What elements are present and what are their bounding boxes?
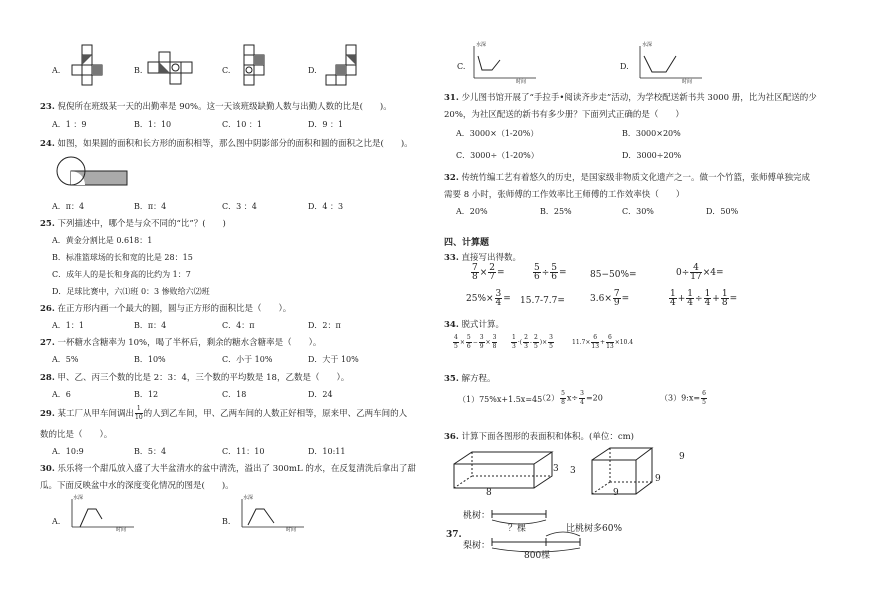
q31-option-c: C．3000÷（1-20%） xyxy=(456,151,539,160)
graph-a-y-label: 水深 xyxy=(73,495,84,501)
question-32-line2: 需要 8 小时，张师傅的工作效率比王师傅的工作效率快（ ） xyxy=(444,190,685,200)
calc-34-2: $\frac{1}{3}$ ·( $\frac{2}{3}$ - $\frac{2}{5}$ )× $\frac{3}{5}$ xyxy=(512,334,553,350)
question-23: 23. 倪倪所在班级某一天的出勤率是 90%。这一天该班级缺勤人数与出勤人数的比是( )。 xyxy=(40,102,392,112)
q32-option-d: D．50% xyxy=(706,207,739,216)
cube-figure xyxy=(590,446,662,498)
calc-2: $\frac{5}{6}$ ÷ $\frac{5}{6}$ = xyxy=(534,263,567,282)
q30-option-d: D. xyxy=(620,62,629,71)
calc-4: 0÷ $\frac{4}{17}$ ×4= xyxy=(676,263,724,282)
cube-edge-side: 9 xyxy=(655,474,661,484)
q24-option-b: B．π：4 xyxy=(134,202,167,211)
water-graph-a xyxy=(68,497,138,531)
q25-option-b: B．标准篮球场的长和宽的比是 28：15 xyxy=(52,253,193,262)
q28-option-a: A．6 xyxy=(52,390,71,399)
cuboid-width: 3 xyxy=(553,464,559,474)
q26-option-d: D．2：π xyxy=(308,321,341,330)
graph-d-y-label: 水深 xyxy=(642,42,653,48)
net-figure-b xyxy=(148,52,198,87)
calc-1: $\frac{7}{8}$ × $\frac{2}{7}$ = xyxy=(472,263,505,282)
net-option-b: B. xyxy=(134,66,143,75)
graph-b-y-label: 水深 xyxy=(243,495,254,501)
q31-option-a: A．3000×（1-20%） xyxy=(456,129,539,138)
question-34: 34. 脱式计算。 xyxy=(444,320,505,330)
net-option-d: D. xyxy=(308,66,317,75)
q25-option-c: C．成年人的是长和身高的比约为 1：7 xyxy=(52,270,191,279)
circle-rectangle-figure xyxy=(56,157,132,189)
q29-option-b: B．5：4 xyxy=(134,447,167,456)
cube-edge-height: 9 xyxy=(679,452,685,462)
question-29-line2: 数的比是（ ）。 xyxy=(40,430,113,440)
question-27: 27. 一杯糖水含糖率为 10%，喝了半杯后，剩余的糖水含糖率是（ ）。 xyxy=(40,338,322,348)
cuboid-length: 8 xyxy=(486,488,492,498)
question-25: 25. 下列描述中，哪个是与众不同的“比”？( ) xyxy=(40,219,226,229)
pear-label: 梨树： xyxy=(463,541,491,551)
question-36: 36. 计算下面各图形的表面积和体积。(单位：cm) xyxy=(444,432,634,442)
cuboid-height: 3 xyxy=(570,466,576,476)
graph-d-x-label: 时间 xyxy=(682,79,693,85)
calc-34-3: 11.7× $\frac{6}{13}$ + $\frac{6}{13}$ ×10.4 xyxy=(572,334,634,350)
question-35: 35. 解方程。 xyxy=(444,374,496,384)
water-graph-b xyxy=(238,497,308,531)
q27-option-d: D．大于 10% xyxy=(308,355,359,364)
calc-8: $\frac{1}{4}$ + $\frac{1}{4}$ ÷ $\frac{1}{4}$ + $\frac{1}{8}$ = xyxy=(670,289,738,308)
q24-option-d: D．4 ：3 xyxy=(308,202,344,211)
cuboid-figure xyxy=(452,450,562,498)
calc-5: 25%× $\frac{3}{4}$ = xyxy=(466,289,511,308)
q30-option-b: B. xyxy=(222,517,231,526)
equation-1: （1）75%x+1.5x=45 xyxy=(458,395,543,404)
calc-7: 3.6× $\frac{7}{9}$ = xyxy=(590,289,630,308)
q30-option-c: C. xyxy=(457,62,466,71)
question-32: 32. 传统竹编工艺有着悠久的历史，是国家级非物质文化遗产之一。做一个竹篮，张师傅单独完成 xyxy=(444,173,811,183)
more-than-label: 比桃树多60% xyxy=(566,524,623,534)
section-title: 四、计算题 xyxy=(444,238,490,248)
q24-option-c: C．3 ：4 xyxy=(222,202,257,211)
q23-option-d: D．9 ：1 xyxy=(308,120,344,129)
net-figure-d xyxy=(322,45,367,87)
q27-option-c: C．小于 10% xyxy=(222,355,273,364)
net-figure-a xyxy=(68,45,113,87)
graph-b-x-label: 时间 xyxy=(286,527,297,533)
question-37: 37. xyxy=(446,530,462,540)
question-30-line2: 瓜。下面反映盆中水的深度变化情况的图是( )。 xyxy=(40,481,234,491)
question-28: 28. 甲、乙、丙三个数的比是 2：3：4，三个数的平均数是 18，乙数是（ ）。 xyxy=(40,373,350,383)
equation-3: （3）9:x= $\frac{6}{5}$ xyxy=(660,390,706,406)
q26-option-c: C．4：π xyxy=(222,321,255,330)
q29-option-c: C．11：10 xyxy=(222,447,265,456)
water-graph-d xyxy=(636,44,706,82)
question-31: 31. 少儿图书馆开展了“手拉手•阅读齐步走”活动，为学校配送新书共 3000 册，比为社区配送的少 xyxy=(444,93,817,103)
unknown-count: ？棵 xyxy=(508,524,527,534)
question-30: 30. 乐乐将一个甜瓜放入盛了大半盆清水的盆中清洗，溢出了 300mL 的水，在反复清洗后拿出了甜 xyxy=(40,464,416,474)
calc-34-1: $\frac{4}{5}$ × $\frac{5}{6}$ − $\frac{3}{9}$ × $\frac{3}{8}$ xyxy=(454,334,497,350)
q25-option-a: A．黄金分割比是 0.618：1 xyxy=(52,236,153,245)
question-31-line2: 20%，为社区配送的新书有多少册？下面列式正确的是（ ） xyxy=(444,110,684,120)
question-33: 33. 直接写出得数。 xyxy=(444,253,522,263)
q24-option-a: A．π：4 xyxy=(52,202,85,211)
calc-3: 85−50%= xyxy=(590,270,637,280)
q32-option-b: B．25% xyxy=(540,207,572,216)
q26-option-b: B．π：4 xyxy=(134,321,167,330)
q23-option-c: C．10 ：1 xyxy=(222,120,262,129)
q28-option-b: B．12 xyxy=(134,390,159,399)
q29-option-d: D．10:11 xyxy=(308,447,346,456)
q23-option-a: A．1 ：9 xyxy=(52,120,87,129)
graph-c-x-label: 时间 xyxy=(516,79,527,85)
q26-option-a: A．1：1 xyxy=(52,321,84,330)
net-figure-c xyxy=(236,45,276,87)
fraction: $\frac{1}{10}$ xyxy=(135,405,143,421)
net-option-c: C. xyxy=(222,66,231,75)
q30-option-a: A. xyxy=(52,517,61,526)
q23-option-b: B．1：10 xyxy=(134,120,172,129)
q27-option-b: B．10% xyxy=(134,355,166,364)
water-graph-c xyxy=(470,44,540,82)
question-26: 26. 在正方形内画一个最大的圆，圆与正方形的面积比是（ ）。 xyxy=(40,304,292,314)
total-count: 800棵 xyxy=(524,551,551,561)
q28-option-d: D．24 xyxy=(308,390,333,399)
question-29: 29. 某工厂从甲车间调出 $\frac{1}{10}$ 的人到乙车间，甲、乙两车间的人数正好相等，原来甲、乙两车间的人 xyxy=(40,405,408,421)
question-24: 24. 如图，如果圆的面积和长方形的面积相等，那么图中阴影部分的面积和圆的面积之比是( )。 xyxy=(40,139,413,149)
q32-option-a: A．20% xyxy=(456,207,488,216)
q27-option-a: A．5% xyxy=(52,355,79,364)
graph-c-y-label: 水深 xyxy=(476,42,487,48)
q31-option-d: D．3000÷20% xyxy=(622,151,682,160)
q32-option-c: C．30% xyxy=(622,207,654,216)
peach-label: 桃树： xyxy=(463,511,491,521)
cube-edge-bottom: 9 xyxy=(613,488,619,498)
graph-a-x-label: 时间 xyxy=(116,527,127,533)
q31-option-b: B．3000×20% xyxy=(622,129,681,138)
q29-option-a: A．10:9 xyxy=(52,447,84,456)
q25-option-d: D．足球比赛中，六⑴班 0：3 惨败给六⑵班 xyxy=(52,287,210,296)
q28-option-c: C．18 xyxy=(222,390,247,399)
equation-2: （2） $\frac{5}{8}$ x÷ $\frac{3}{4}$ =20 xyxy=(538,390,603,406)
net-option-a: A. xyxy=(52,66,61,75)
calc-6: 15.7-7.7= xyxy=(520,296,565,306)
